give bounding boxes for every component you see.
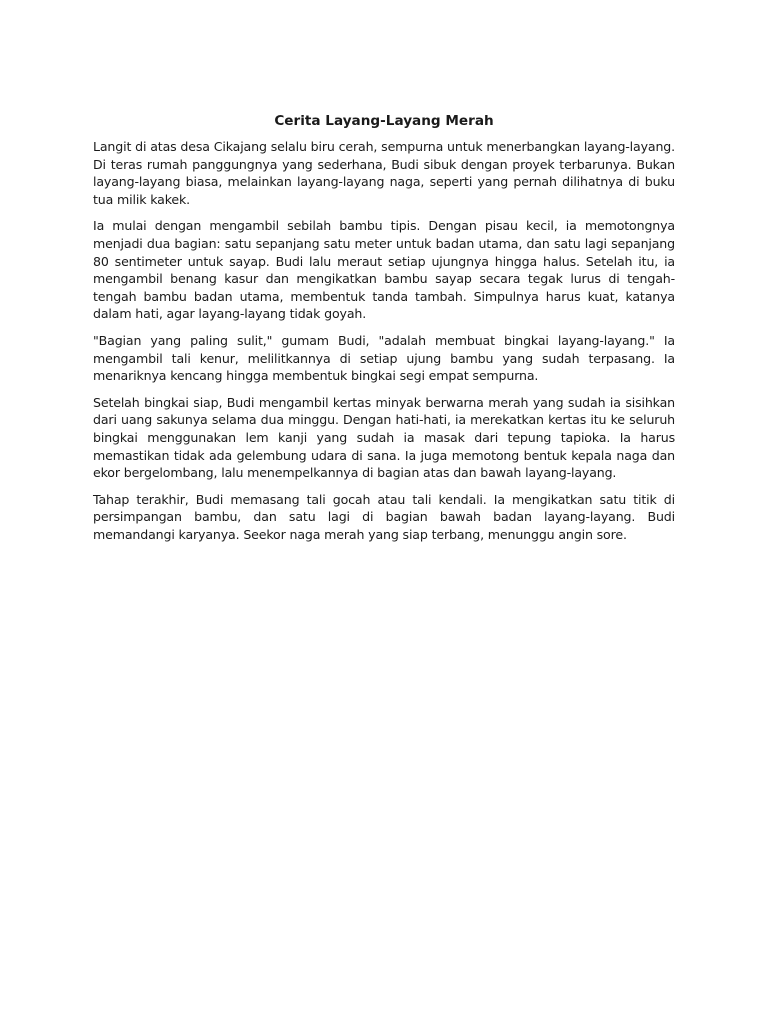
paragraph: "Bagian yang paling sulit," gumam Budi, "adalah membuat bingkai layang-layang." Ia mengambil tali kenur, melilitkannya di setiap ujung bambu yang sudah terpasang. Ia menariknya kencang hingga membentuk bingkai segi empat sempurna. (93, 332, 675, 384)
document-title: Cerita Layang-Layang Merah (274, 113, 494, 129)
document-body (93, 111, 675, 552)
paragraph: Langit di atas desa Cikajang selalu biru cerah, sempurna untuk menerbangkan layang-layang. Di teras rumah panggungnya yang sederhana, Budi sibuk dengan proyek terbarunya. Bukan layang-layang biasa, melainkan layang-layang naga, seperti yang pernah dilihatnya di buku tua milik kakek. (93, 139, 675, 207)
paragraph: Tahap terakhir, Budi memasang tali gocah atau tali kendali. Ia mengikatkan satu titik di persimpangan bambu, dan satu lagi di bagian bawah badan layang-layang. Budi memandangi karyanya. Seekor naga merah yang siap terbang, menunggu angin sore. (93, 491, 675, 542)
paragraph: Ia mulai dengan mengambil sebilah bambu tipis. Dengan pisau kecil, ia memotongnya menjadi dua bagian: satu sepanjang satu meter untuk badan utama, dan satu lagi sepanjang 80 sentimeter untuk sayap. Budi lalu meraut setiap ujungnya hingga halus. Setelah itu, ia mengambil benang kasur dan mengikatkan bambu sayap secara tegak lurus di tengah-tengah bambu badan utama, membentuk tanda tambah. Simpulnya harus kuat, katanya dalam hati, agar layang-layang tidak goyah. (93, 218, 675, 322)
paragraph: Setelah bingkai siap, Budi mengambil kertas minyak berwarna merah yang sudah ia sisihkan dari uang sakunya selama dua minggu. Dengan hati-hati, ia merekatkan kertas itu ke seluruh bingkai menggunakan lem kanji yang sudah ia masak dari tepung tapioka. Ia harus memastikan tidak ada gelembung udara di sana. Ia juga memotong bentuk kepala naga dan ekor bergelombang, lalu menempelkannya di bagian atas dan bawah layang-layang. (93, 394, 675, 481)
